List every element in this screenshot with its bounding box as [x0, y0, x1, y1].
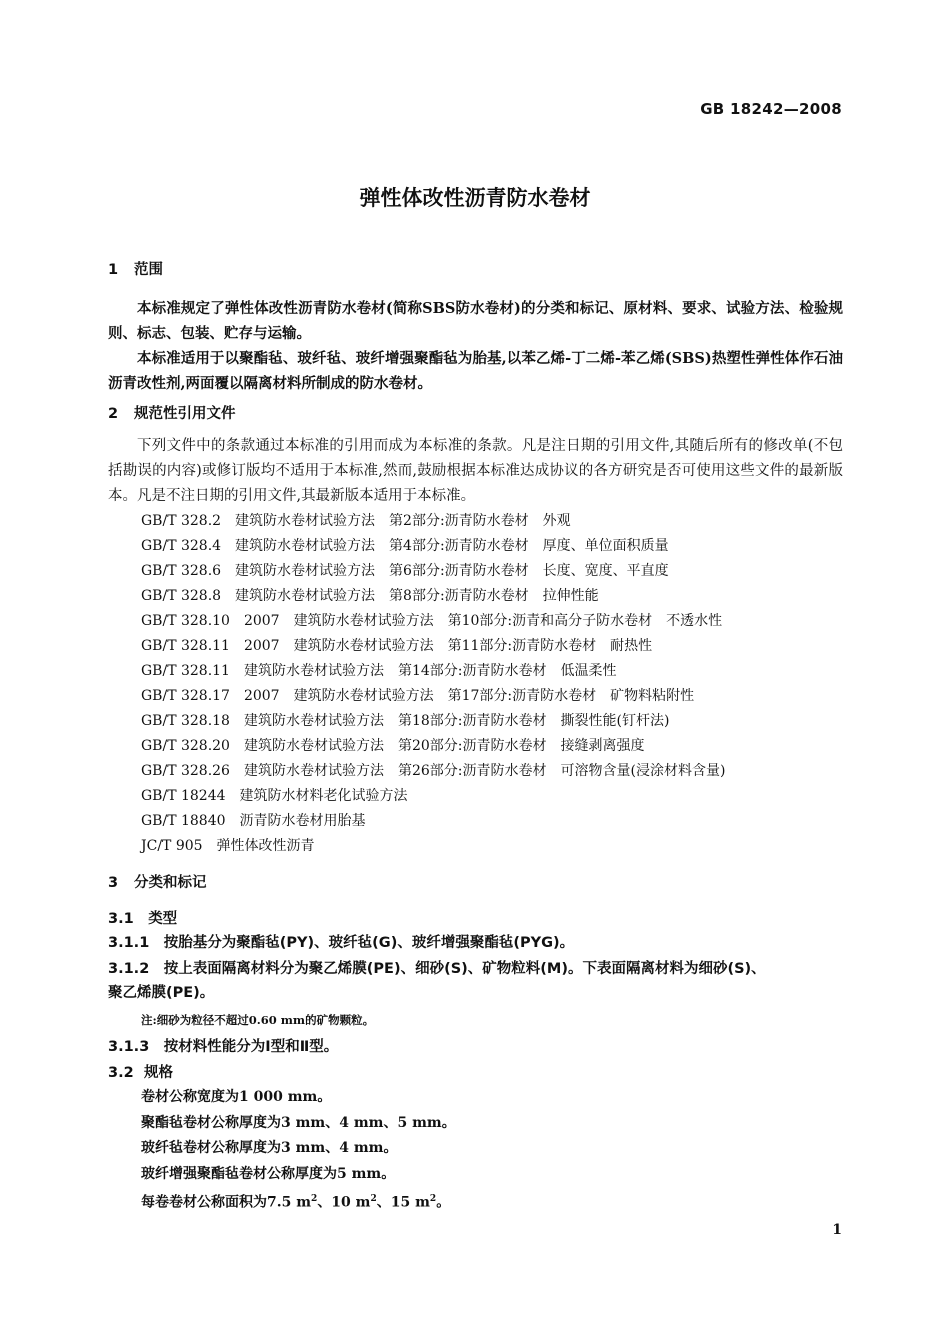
reference-item: GB/T 18840 沥青防水卷材用胎基 — [141, 813, 366, 829]
clause-text: 按胎基分为聚酯毡(PY)、玻纤毡(G)、玻纤增强聚酯毡(PYG)。 — [163, 935, 575, 951]
section-title: 分类和标记 — [134, 875, 207, 891]
spec-line: 玻纤毡卷材公称厚度为3 mm、4 mm。 — [141, 1140, 398, 1156]
reference-item: JC/T 905 弹性体改性沥青 — [141, 838, 315, 854]
reference-item: GB/T 328.10 2007 建筑防水卷材试验方法 第10部分:沥青和高分子防水卷材 不透水性 — [141, 613, 723, 629]
reference-item: GB/T 328.8 建筑防水卷材试验方法 第8部分:沥青防水卷材 拉伸性能 — [141, 588, 599, 604]
clause-3-1-1 — [108, 931, 843, 955]
reference-item: GB/T 328.20 建筑防水卷材试验方法 第20部分:沥青防水卷材 接缝剥离强度 — [141, 738, 645, 754]
clause-number: 3.1.2 — [108, 961, 150, 977]
reference-item: GB/T 328.26 建筑防水卷材试验方法 第26部分:沥青防水卷材 可溶物含量(浸涂材料含量) — [141, 763, 726, 779]
section-number: 1 — [108, 262, 119, 278]
clause-3-1-2 — [108, 957, 843, 981]
spec-line: 玻纤增强聚酯毡卷材公称厚度为5 mm。 — [141, 1165, 396, 1182]
clause-text: 按材料性能分为Ⅰ型和Ⅱ型。 — [163, 1039, 339, 1055]
reference-item: GB/T 328.11 建筑防水卷材试验方法 第14部分:沥青防水卷材 低温柔性 — [141, 663, 617, 679]
document-title: 弹性体改性沥青防水卷材 — [359, 186, 591, 210]
reference-item: GB/T 328.6 建筑防水卷材试验方法 第6部分:沥青防水卷材 长度、宽度、平直度 — [141, 563, 669, 579]
spec-line: 聚酯毡卷材公称厚度为3 mm、4 mm、5 mm。 — [141, 1114, 456, 1131]
clause-title: 类型 — [148, 911, 178, 927]
clause-3-1-3 — [108, 1035, 843, 1059]
page-number: 1 — [832, 1222, 842, 1238]
clause-number: 3.2 — [108, 1065, 134, 1081]
reference-item: GB/T 18244 建筑防水材料老化试验方法 — [141, 788, 408, 804]
area-text: 。 — [436, 1194, 451, 1211]
section-1-paragraph-1: 本标准规定了弹性体改性沥青防水卷材(简称SBS防水卷材)的分类和标记、原材料、要求、试验方法、检验规则、标志、包装、贮存与运输。 — [108, 300, 843, 342]
standard-code: GB 18242—2008 — [700, 100, 842, 118]
reference-item: GB/T 328.2 建筑防水卷材试验方法 第2部分:沥青防水卷材 外观 — [141, 513, 571, 529]
clause-number: 3.1 — [108, 911, 134, 927]
reference-item: GB/T 328.4 建筑防水卷材试验方法 第4部分:沥青防水卷材 厚度、单位面积质量 — [141, 538, 669, 554]
superscript: 2 — [370, 1194, 377, 1204]
section-title: 规范性引用文件 — [134, 406, 236, 422]
reference-item: GB/T 328.11 2007 建筑防水卷材试验方法 第11部分:沥青防水卷材 耐热性 — [141, 638, 653, 654]
section-2-heading — [108, 402, 843, 426]
spec-line-area — [108, 1187, 843, 1216]
section-3-heading — [108, 871, 843, 895]
section-number: 3 — [108, 875, 119, 891]
section-2-intro: 下列文件中的条款通过本标准的引用而成为本标准的条款。凡是注日期的引用文件,其随后所有的修改单(不包括勘误的内容)或修订版均不适用于本标准,然而,鼓励根据本标准达成协议的各方研究是否可使用这些文件的最新版本。凡是不注日期的引用文件,其最新版本适用于本标准。 — [108, 438, 843, 504]
clause-text: 按上表面隔离材料分为聚乙烯膜(PE)、细砂(S)、矿物粒料(M)。下表面隔离材料为细砂(S)、 — [163, 961, 766, 977]
area-text: 、15 m — [376, 1194, 430, 1211]
section-number: 2 — [108, 406, 119, 422]
document-body — [108, 258, 843, 1216]
clause-number: 3.1.3 — [108, 1039, 150, 1055]
area-text: 每卷卷材公称面积为7.5 m — [141, 1194, 312, 1211]
reference-item: GB/T 328.17 2007 建筑防水卷材试验方法 第17部分:沥青防水卷材 矿物料粘附性 — [141, 688, 695, 704]
section-1-heading — [108, 258, 843, 282]
section-1-paragraph-2: 本标准适用于以聚酯毡、玻纤毡、玻纤增强聚酯毡为胎基,以苯乙烯-丁二烯-苯乙烯(SBS)热塑性弹性体作石油沥青改性剂,两面覆以隔离材料所制成的防水卷材。 — [108, 350, 843, 392]
reference-item: GB/T 328.18 建筑防水卷材试验方法 第18部分:沥青防水卷材 撕裂性能(钉杆法) — [141, 713, 670, 729]
area-text: 、10 m — [317, 1194, 371, 1211]
section-title: 范围 — [134, 262, 163, 278]
note: 注:细砂为粒径不超过0.60 mm的矿物颗粒。 — [141, 1013, 375, 1027]
spec-line: 卷材公称宽度为1 000 mm。 — [141, 1089, 332, 1105]
clause-3-2-heading — [108, 1061, 843, 1085]
clause-3-1-2-continuation: 聚乙烯膜(PE)。 — [108, 985, 215, 1001]
clause-title: 规格 — [144, 1065, 173, 1081]
clause-number: 3.1.1 — [108, 935, 150, 951]
clause-3-1-heading — [108, 907, 843, 931]
superscript: 2 — [429, 1194, 437, 1204]
superscript: 2 — [311, 1194, 318, 1204]
